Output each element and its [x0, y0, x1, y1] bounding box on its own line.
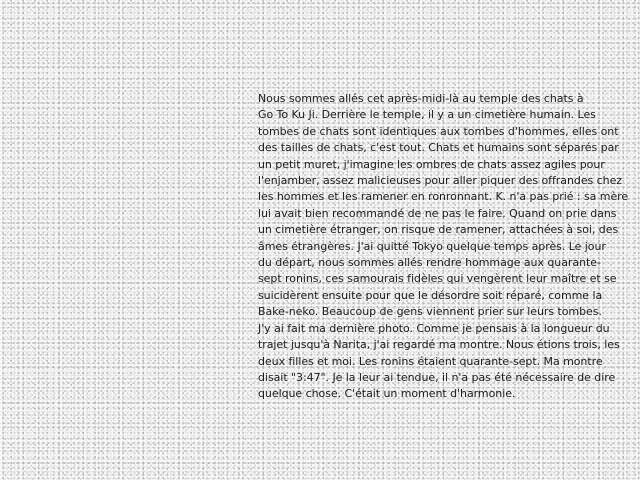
paragraph-line: trajet jusqu'à Narita, j'ai regardé ma montre. Nous étions trois, les [258, 338, 620, 352]
paragraph-line: deux filles et moi. Les ronins étaient quarante-sept. Ma montre [258, 354, 603, 368]
paragraph-line: âmes étrangères. J'ai quitté Tokyo quelque temps après. Le jour [258, 239, 606, 253]
paragraph-line: un cimetière étranger, on risque de ramener, attachées à soi, des [258, 223, 619, 237]
paragraph-line: tombes de chats sont identiques aux tombes d'hommes, elles ont [258, 124, 619, 138]
paragraph-line: un petit muret, j'imagine les ombres de chats assez agiles pour [258, 157, 605, 171]
paragraph-line: l'enjamber, assez malicieuses pour aller piquer des offrandes chez [258, 174, 623, 188]
paragraph-line: du départ, nous sommes allés rendre hommage aux quarante- [258, 256, 601, 270]
paragraph-line: sept ronins, ces samourais fidèles qui vengèrent leur maître et se [258, 272, 617, 286]
paragraph-line: Bake-neko. Beaucoup de gens viennent prier sur leurs tombes. [258, 305, 602, 319]
paragraph-line: des tailles de chats, c'est tout. Chats et humains sont séparés par [258, 141, 619, 155]
paragraph-line: Nous sommes allés cet après-midi-là au temple des chats à [258, 92, 584, 105]
paragraph-line: lui avait bien recommandé de ne pas le faire. Quand on prie dans [258, 206, 617, 220]
paragraph-line: disait "3:47". Je la leur ai tendue, il n'a pas été nécessaire de dire [258, 370, 616, 384]
paragraph-line: J'y ai fait ma dernière photo. Comme je pensais à la longueur du [258, 321, 610, 335]
paragraph-line: Go To Ku Ji. Derrière le temple, il y a un cimetière humain. Les [258, 108, 596, 122]
paragraph-line: quelque chose. C'était un moment d'harmonie. [258, 387, 516, 401]
story-paragraph [258, 91, 629, 403]
paragraph-line: les hommes et les ramener en ronronnant. K. n'a pas prié : sa mère [258, 190, 629, 204]
paragraph-line: suicidèrent ensuite pour que le désordre soit réparé, comme la [258, 288, 603, 302]
